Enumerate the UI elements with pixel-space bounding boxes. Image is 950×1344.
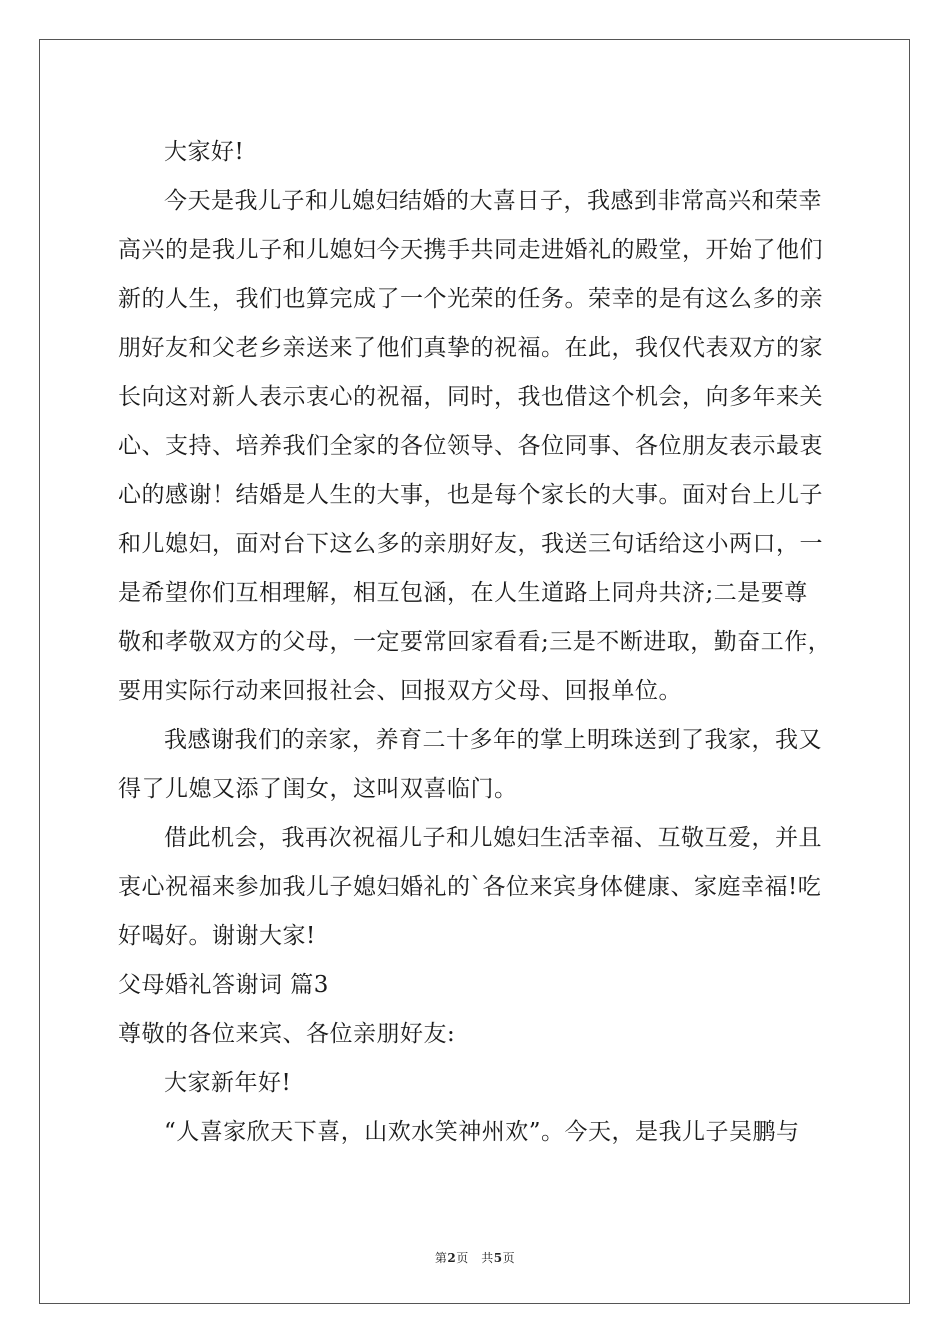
paragraph-line: 好喝好。谢谢大家! bbox=[118, 923, 316, 949]
page-footer bbox=[0, 1249, 950, 1266]
paragraph-line: 心的感谢！结婚是人生的大事，也是每个家长的大事。面对台上儿子 bbox=[118, 482, 823, 508]
page-border bbox=[39, 39, 910, 1304]
paragraph-line: 朋好友和父老乡亲送来了他们真挚的祝福。在此，我仅代表双方的家 bbox=[118, 335, 823, 361]
paragraph-line: 新的人生，我们也算完成了一个光荣的任务。荣幸的是有这么多的亲 bbox=[118, 286, 823, 312]
footer-mid: 页 共 bbox=[456, 1251, 494, 1265]
paragraph-line: 心、支持、培养我们全家的各位领导、各位同事、各位朋友表示最衷 bbox=[118, 433, 823, 459]
footer-page-total: 5 bbox=[493, 1251, 503, 1265]
paragraph-line: 今天是我儿子和儿媳妇结婚的大喜日子，我感到非常高兴和荣幸 bbox=[164, 188, 822, 214]
greeting-line: 大家新年好! bbox=[164, 1070, 292, 1096]
salutation-line: 尊敬的各位来宾、各位亲朋好友: bbox=[118, 1021, 456, 1047]
paragraph-line: 我感谢我们的亲家，养育二十多年的掌上明珠送到了我家，我又 bbox=[164, 727, 822, 753]
paragraph-line: 敬和孝敬双方的父母，一定要常回家看看;三是不断进取，勤奋工作， bbox=[118, 629, 832, 655]
footer-prefix: 第 bbox=[434, 1251, 448, 1265]
paragraph-line: 衷心祝福来参加我儿子媳妇婚礼的`各位来宾身体健康、家庭幸福!吃 bbox=[118, 874, 822, 900]
greeting-line: 大家好! bbox=[164, 139, 245, 165]
footer-page-current: 2 bbox=[447, 1251, 457, 1265]
paragraph-line: 长向这对新人表示衷心的祝福，同时，我也借这个机会，向多年来关 bbox=[118, 384, 823, 410]
paragraph-line: 要用实际行动来回报社会、回报双方父母、回报单位。 bbox=[118, 678, 682, 704]
paragraph-line: “人喜家欣天下喜，山欢水笑神州欢”。今天，是我儿子吴鹏与 bbox=[164, 1119, 800, 1145]
paragraph-line: 借此机会，我再次祝福儿子和儿媳妇生活幸福、互敬互爱，并且 bbox=[164, 825, 822, 851]
footer-suffix: 页 bbox=[502, 1251, 516, 1265]
paragraph-line: 是希望你们互相理解，相互包涵，在人生道路上同舟共济;二是要尊 bbox=[118, 580, 808, 606]
section-heading: 父母婚礼答谢词 篇3 bbox=[118, 972, 329, 998]
paragraph-line: 高兴的是我儿子和儿媳妇今天携手共同走进婚礼的殿堂，开始了他们 bbox=[118, 237, 823, 263]
paragraph-line: 得了儿媳又添了闺女，这叫双喜临门。 bbox=[118, 776, 518, 802]
paragraph-line: 和儿媳妇，面对台下这么多的亲朋好友，我送三句话给这小两口，一 bbox=[118, 531, 823, 557]
